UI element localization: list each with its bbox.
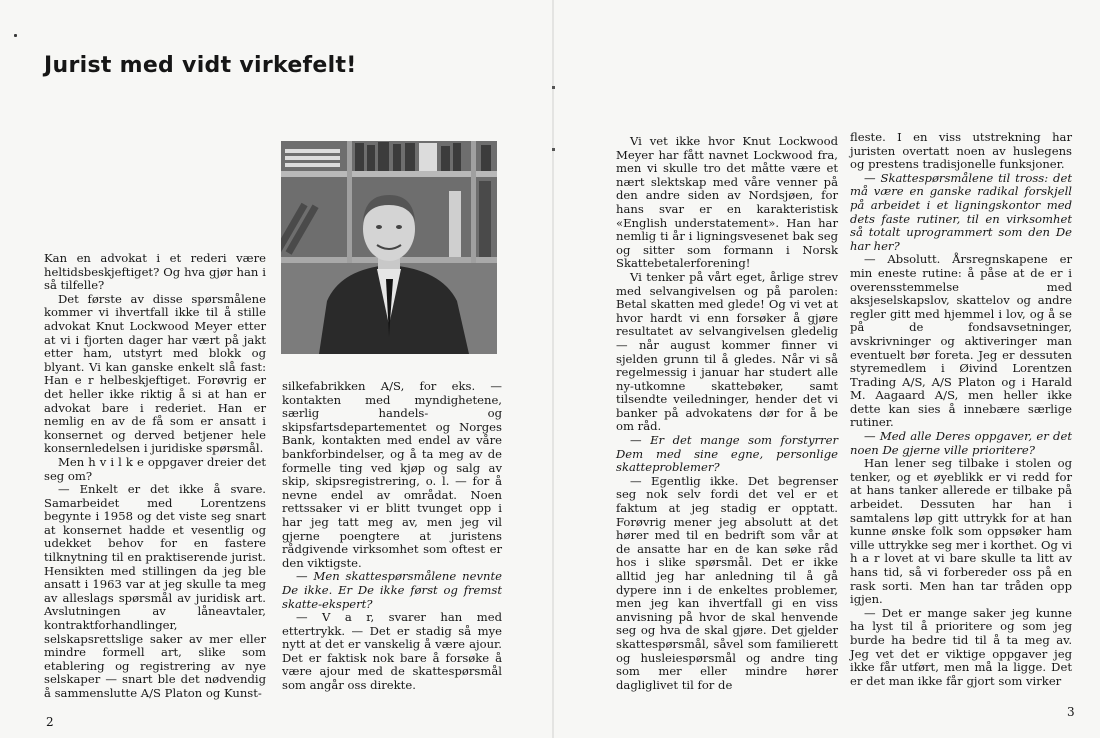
- interview-question: — Skattespørsmålene til tross: det må være en ganske radikal forskjell på arbeidet i et ligningskontor med dets faste rutiner, til en virksomhet så totalt uprogrammert som den De har her?: [850, 170, 1072, 253]
- article-paragraph: — Det er mange saker jeg kunne ha lyst til å prioritere og som jeg burde ha bedre tid til å ta meg av. Jeg vet det er viktige oppgaver jeg ikke får utført, men må la ligge. Det er det man ikke får gjort som virker: [850, 605, 1072, 688]
- article-paragraph: Kan en advokat i et rederi være heltidsbeskjeftiget? Og hva gjør han i så tilfelle?: [44, 251, 266, 293]
- article-column-3: [616, 135, 838, 692]
- article-column-4: [850, 131, 1072, 688]
- gutter-mark: [552, 148, 555, 151]
- article-paragraph: — Absolutt. Årsregnskapene er min eneste rutine: å påse at de er i overensstemmelse med aksjeselskapslov, skattelov og andre regler gitt med hjemmel i lov, og å se på de fondsavsetninger, avskrivninger og aktiveringer man eventuelt bør foreta. Jeg er dessuten styremedlem i Øivind Lorentzen Trading A/S, A/S Platon og i Harald M. Aagaard A/S, men heller ikke dette kan sies å innebære særlige rutiner.: [850, 252, 1072, 430]
- article-title: Jurist med vidt virkefelt!: [44, 53, 357, 78]
- article-paragraph: fleste. I en viss utstrekning har juristen overtatt noen av huslegens og prestens tradisjonelle funksjoner.: [850, 130, 1072, 172]
- portrait-photo: [281, 141, 497, 354]
- page-number-left: 2: [46, 715, 54, 729]
- article-paragraph: silkefabrikken A/S, for eks. — kontakten med myndighetene, særlig handels- og skipsfartsdepartementet og Norges Bank, kontakten med endel av våre bankforbindelser, og å ta meg av de formelle ting ved kjøp og salg av skip, skipsregistrering, o. l. — for å nevne endel av områdat. Noen rettssaker vi er blitt tvunget opp i har jeg tatt meg av, men jeg vil gjerne poengtere at juristens rådgivende virksomhet som oftest er den viktigste.: [282, 379, 502, 570]
- interview-question: — Men skattespørsmålene nevnte De ikke. Er De ikke først og fremst skatte-ekspert?: [282, 569, 502, 611]
- article-paragraph: — Enkelt er det ikke å svare. Samarbeidet med Lorentzens begynte i 1958 og det viste seg snart at konsernet hadde et vesentlig og udekket behov for en fastere tilknytning til en praktiserende jurist. Hensikten med stillingen da jeg ble ansatt i 1963 var at jeg skulle ta meg av alleslags spørsmål av juridisk art. Avslutningen av låneavtaler, kontraktforhandlinger, selskapsrettslige saker av mer eller mindre formell art, slike som etablering og registrering av nye selskaper — snart ble det nødvendig å sammenslutte A/S Platon og Kunst-: [44, 482, 266, 700]
- interview-question: — Med alle Deres oppgaver, er det noen De gjerne ville prioritere?: [850, 429, 1072, 457]
- article-column-2: [282, 380, 502, 693]
- gutter-mark: [552, 86, 555, 89]
- page-gutter: [552, 0, 554, 738]
- article-paragraph: Han lener seg tilbake i stolen og tenker, og et øyeblikk er vi redd for at hans tanker allerede er tilbake på arbeidet. Dessuten har han i samtalens løp gitt uttrykk for at han kunne ønske folk som oppsøker ham ville uttrykke seg mer i korthet. Og vi h a r lovet at vi bare skulle ta litt av hans tid, så vi forbereder oss på en rask sorti. Men han tar tråden opp igjen.: [850, 456, 1072, 607]
- article-paragraph: — V a r, svarer han med ettertrykk. — Det er stadig så mye nytt at det er vanskelig å være ajour. Det er faktisk nok bare å forsøke å være ajour med de skattespørsmål som angår oss direkte.: [282, 610, 502, 693]
- article-column-1: [44, 252, 266, 701]
- page-number-right: 3: [1067, 705, 1075, 719]
- article-paragraph: — Egentlig ikke. Det begrenser seg nok selv fordi det vel er et faktum at jeg stadig er opptatt. Forøvrig mener jeg absolutt at det hører med til en bedrift som vår at de ansatte har en de kan søke råd hos i slike spørsmål. Det er ikke alltid jeg har anledning til å gå dypere inn i de enkeltes problemer, men jeg kan ihvertfall gi en viss anvisning på hvor de skal henvende seg og hva de skal gjøre. Det gjelder skattespørsmål, såvel som familierett og husleiespørsmål og andre ting som mer eller mindre hører dagliglivet til for de: [616, 473, 838, 692]
- interview-question: — Er det mange som forstyrrer Dem med sine egne, personlige skatteproblemer?: [616, 433, 838, 475]
- article-paragraph: Det første av disse spørsmålene kommer vi ihvertfall ikke til å stille advokat Knut Lockwood Meyer etter at vi i fjorten dager har vært på jakt etter ham, utstyrt med blokk og blyant. Vi kan ganske enkelt slå fast: Han e r helbeskjeftiget. Forøvrig er det heller ikke riktig å si at han er advokat bare i rederiet. Han er nemlig en av de få som er ansatt i konsernet og derved betjener hele konsernledelsen i juridiske spørsmål.: [44, 291, 266, 456]
- article-paragraph: Vi tenker på vårt eget, årlige strev med selvangivelsen og på parolen: Betal skatten med glede! Og vi vet at hvor hardt vi enn forsøker å gjøre resultatet av selvangivelsen gledelig — når august kommer finner vi sjelden grunn til å gledes. Når vi så regelmessig i januar har studert alle ny-utkomne skattebøker, samt tilsendte veiledninger, hender det vi banker på advokatens dør for å be om råd.: [616, 269, 838, 434]
- print-speck: [14, 34, 17, 37]
- portrait-illustration: [281, 141, 497, 354]
- article-paragraph: Vi vet ikke hvor Knut Lockwood Meyer har fått navnet Lockwood fra, men vi skulle tro det måtte være et nært slektskap med våre venner på den andre siden av Nordsjøen, for hans svar er en karakteristisk «English understatement». Han har nemlig ti år i ligningsvesenet bak seg og sitter som formann i Norsk Skattebetalerforening!: [616, 134, 838, 271]
- article-paragraph: Men h v i l k e oppgaver dreier det seg om?: [44, 454, 266, 483]
